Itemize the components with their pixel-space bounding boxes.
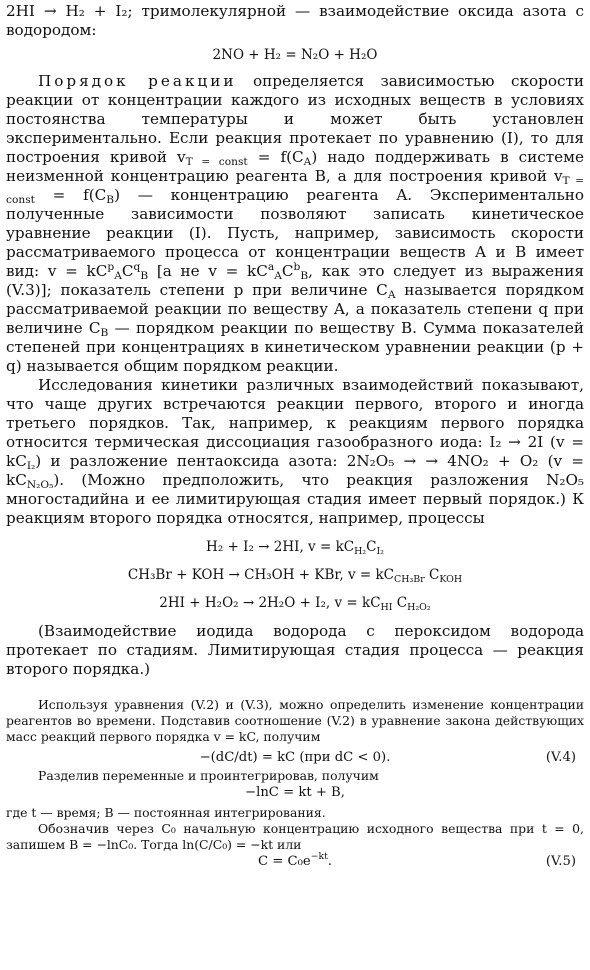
equation-number-v4: (V.4): [545, 750, 576, 765]
equation-v5-row: [6, 853, 584, 872]
page: [6, 2, 584, 872]
term-reaction-order: Порядок реакции: [38, 72, 237, 90]
paragraph-reaction-order: Порядок реакции определяется зависимостью скорости реакции от концентрации каждого из исходных веществ в условиях постоянства температуры и может быть установлен экспериментально. Если реакция протекает по уравнению (I), то для построения кривой $v_{T = const} = f(C_A)$ надо поддерживать в системе неизменной концентрацию реагента B, а для построения кривой $v_{T = const} = f(C_B)$ — концентрацию реагента A. Экспериментально полученные зависимости позволяют записать кинетическое уравнение реакции (I). Пусть, например, зависимость скорости рассматриваемого процесса от концентрации веществ A и B имеет вид: $v = kC^p_AC^q_B$ [а не $v = kC^a_AC^b_B$, как это следует из выражения (V.3)]; показатель степени p при величине $C_A$ называется порядком рассматриваемой реакции по веществу A, а показатель степени q при величине $C_B$ — порядком реакции по веществу B. Сумма показателей степеней при концентрациях в кинетическом уравнении реакции (p + q) называется общим порядком реакции.: [6, 72, 585, 375]
equation-v5: $C = C_0e^{-kt}$.: [258, 851, 332, 869]
equation-v4: −(dC/dt) = kC (при dC < 0).: [199, 750, 391, 765]
small-paragraph-where-t: где t — время; B — постоянная интегрирования.: [6, 805, 326, 820]
equation-ln: −lnC = kt + B,: [245, 785, 345, 800]
equation-no-h2: 2NO + H₂ = N₂O + H₂O: [212, 47, 378, 63]
paragraph-hi-h2o2-note: (Взаимодействие иодида водорода с пероксидом водорода протекает по стадиям. Лимитирующая стадия процесса — реакция второго порядка.): [6, 622, 584, 678]
paragraph-intro: 2HI → H₂ + I₂; тримолекулярной — взаимодействие оксида азота с водородом:: [6, 2, 584, 39]
paragraph-kinetics-examples: Исследования кинетики различных взаимодействий показывают, что чаще других встречаются реакции первого, второго и иногда третьего порядков. Так, например, к реакциям первого порядка относится термическая диссоциация газообразного иода: I₂ → 2I $(v = kC_{I_2})$ и разложение пентаоксида азота: 2N₂O₅ → → 4NO₂ + O₂ $(v = kC_{N_2O_5})$. (Можно предположить, что реакция разложения N₂O₅ многостадийна и ее лимитирующая стадия имеет первый порядок.) К реакциям второго порядка относятся, например, процессы: [6, 376, 584, 527]
equation-h2-i2: H₂ + I₂ → 2HI, $v = kC_{H_2}C_{I_2}$: [206, 539, 384, 557]
equation-number-v5: (V.5): [545, 854, 576, 869]
equation-ch3br-koh: CH₃Br + KOH → CH₃OH + KBr, $v = kC_{CH_3Br}$ $C_{KOH}$: [127, 567, 463, 585]
small-paragraph-separate-variables: Разделив переменные и проинтегрировав, получим: [38, 768, 379, 783]
equation-ln-row: [6, 784, 584, 803]
equation-hi-h2o2: 2HI + H₂O₂ → 2H₂O + I₂, $v = kC_{HI}$ $C_{H_2O_2}$: [159, 595, 431, 613]
equation-v4-row: [6, 749, 584, 768]
small-paragraph-integration: Используя уравнения (V.2) и (V.3), можно определить изменение концентрации реагентов во времени. Подставив соотношение (V.2) в уравнение закона действующих масс реакций первого порядка v = kC, получим: [6, 697, 584, 744]
small-paragraph-c0: Обозначив через C₀ начальную концентрацию исходного вещества при t = 0, запишем B = −lnC₀. Тогда ln(C/C₀) = −kt или: [6, 821, 584, 852]
